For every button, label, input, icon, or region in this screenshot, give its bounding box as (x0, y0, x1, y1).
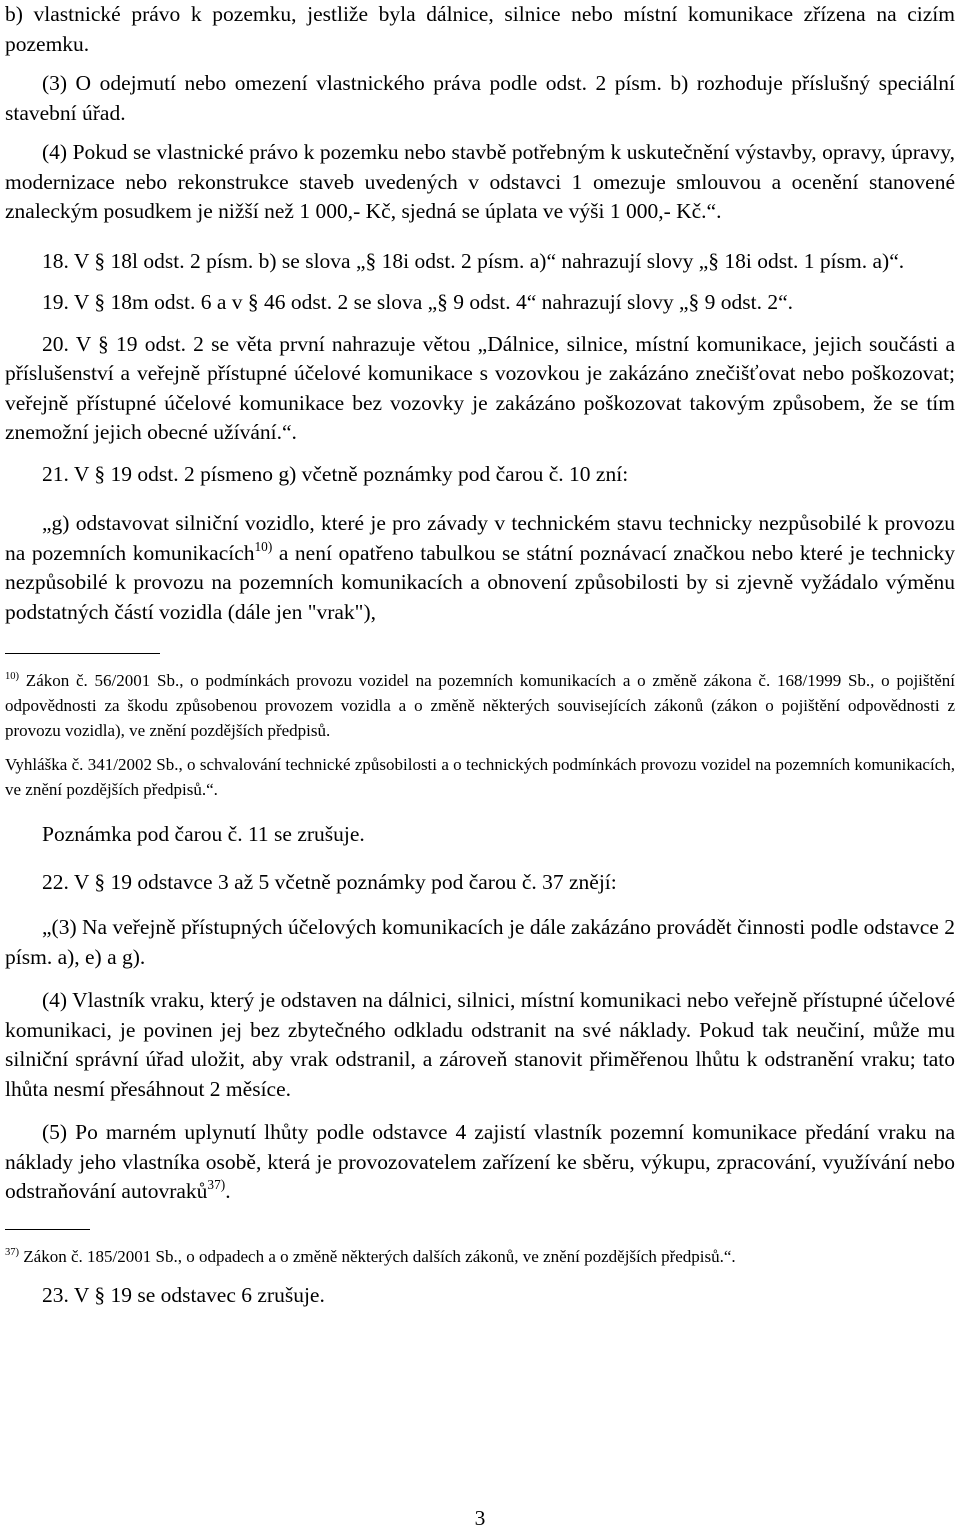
footnote-10-cont: Vyhláška č. 341/2002 Sb., o schvalování technické způsobilosti a o technických podmínkách provozu vozidel na pozemních komunikacích, ve znění pozdějších předpisů.“. (5, 755, 955, 799)
item-22-par-5 (5, 1118, 955, 1207)
item-22-par-3: „(3) Na veřejně přístupných účelových komunikacích je dále zakázáno provádět činnosti podle odstavce 2 písm. a), e) a g). (5, 915, 955, 969)
footnote-separator (5, 653, 160, 654)
item-21: 21. V § 19 odst. 2 písmeno g) včetně poznámky pod čarou č. 10 zní: (42, 461, 629, 486)
footnote-10-mark: 10) (5, 671, 20, 683)
footnote-ref-10: 10) (254, 538, 273, 554)
footnote-ref-37: 37) (207, 1177, 226, 1193)
item-20: 20. V § 19 odst. 2 se věta první nahrazuje větou „Dálnice, silnice, místní komunikace, jejich součásti a příslušenství a veřejně přístupné účelové komunikace s vozovkou je zakázáno znečišťovat nebo poškozovat; veřejně přístupné účelové komunikace bez vozovky je zakázáno poškozovat takovým způsobem, že se tím znemožní jejich obecné užívání.“. (5, 331, 955, 444)
page-number: 3 (474, 1506, 486, 1530)
item-22-par-5-text: (5) Po marném uplynutí lhůty podle odstavce 4 zajistí vlastník pozemní komunikace předání vraku na náklady jeho vlastníka osobě, která je provozovatelem zařízení ke sběru, výkupu, zpracování, využívání nebo odstraňování autovraků (5, 1120, 955, 1203)
paragraph-b: b) vlastnické právo k pozemku, jestliže byla dálnice, silnice nebo místní komunikace zřízena na cizím pozemku. (5, 2, 955, 56)
item-23: 23. V § 19 se odstavec 6 zrušuje. (42, 1282, 325, 1307)
footnote-37 (5, 1244, 955, 1269)
item-19: 19. V § 18m odst. 6 a v § 46 odst. 2 se slova „§ 9 odst. 4“ nahrazují slovy „§ 9 odst. 2“. (42, 290, 794, 314)
footnote-separator-2 (5, 1229, 90, 1230)
paragraph-3: (3) O odejmutí nebo omezení vlastnického práva podle odst. 2 písm. b) rozhoduje příslušný speciální stavební úřad. (5, 71, 955, 125)
footnote-10-text: Zákon č. 56/2001 Sb., o podmínkách provozu vozidel na pozemních komunikacích a o změně zákona č. 168/1999 Sb., o pojištění odpovědnosti za škodu způsobenou provozem vozidla a o změně některých souvisejících zákonů (zákon o pojištění odpovědnosti z provozu vozidla), ve znění pozdějších předpisů. (5, 671, 955, 740)
document-page (5, 0, 955, 1310)
paragraph-g-text-b: a není opatřeno tabulkou se státní poznávací značkou nebo které je technicky nezpůsobilé k provozu na pozemních komunikacích a obnovení způsobilosti by si zjevně vyžádalo výměnu podstatných částí vozidla (dále jen "vrak"), (5, 540, 955, 624)
footnote-37-mark: 37) (5, 1246, 20, 1258)
footnote-37-text: Zákon č. 185/2001 Sb., o odpadech a o změně některých dalších zákonů, ve znění pozdějších předpisů.“. (19, 1246, 736, 1266)
item-22-par-4: (4) Vlastník vraku, který je odstaven na dálnici, silnici, místní komunikaci nebo veřejně přístupné účelové komunikaci, je povinen jej bez zbytečného odkladu odstranit na své náklady. Pokud tak neučiní, může mu silniční správní úřad uložit, aby vrak odstranil, a zároveň stanovit přiměřenou lhůtu k odstranění vraku; tato lhůta nesmí přesáhnout 2 měsíce. (5, 988, 955, 1101)
item-18: 18. V § 18l odst. 2 písm. b) se slova „§ 18i odst. 2 písm. a)“ nahrazují slovy „§ 18i odst. 1 písm. a)“. (42, 248, 905, 273)
paragraph-g-text-a: „g) odstavovat silniční vozidlo, které je pro závady v technickém stavu technicky nezpůsobilé k provozu na pozemních komunikacích (5, 511, 955, 565)
footnote-10 (5, 668, 955, 743)
paragraph-g (5, 509, 955, 627)
item-22-par-5-end: . (225, 1179, 231, 1203)
note-removal: Poznámka pod čarou č. 11 se zrušuje. (42, 822, 365, 846)
paragraph-4: (4) Pokud se vlastnické právo k pozemku nebo stavbě potřebným k uskutečnění výstavby, opravy, úpravy, modernizace nebo rekonstrukce staveb uvedených v odstavci 1 omezuje smlouvou a ocenění stanovené znaleckým posudkem je nižší než 1 000,- Kč, sjedná se úplata ve výši 1 000,- Kč.“. (5, 140, 955, 223)
item-22: 22. V § 19 odstavce 3 až 5 včetně poznámky pod čarou č. 37 znějí: (42, 869, 617, 894)
